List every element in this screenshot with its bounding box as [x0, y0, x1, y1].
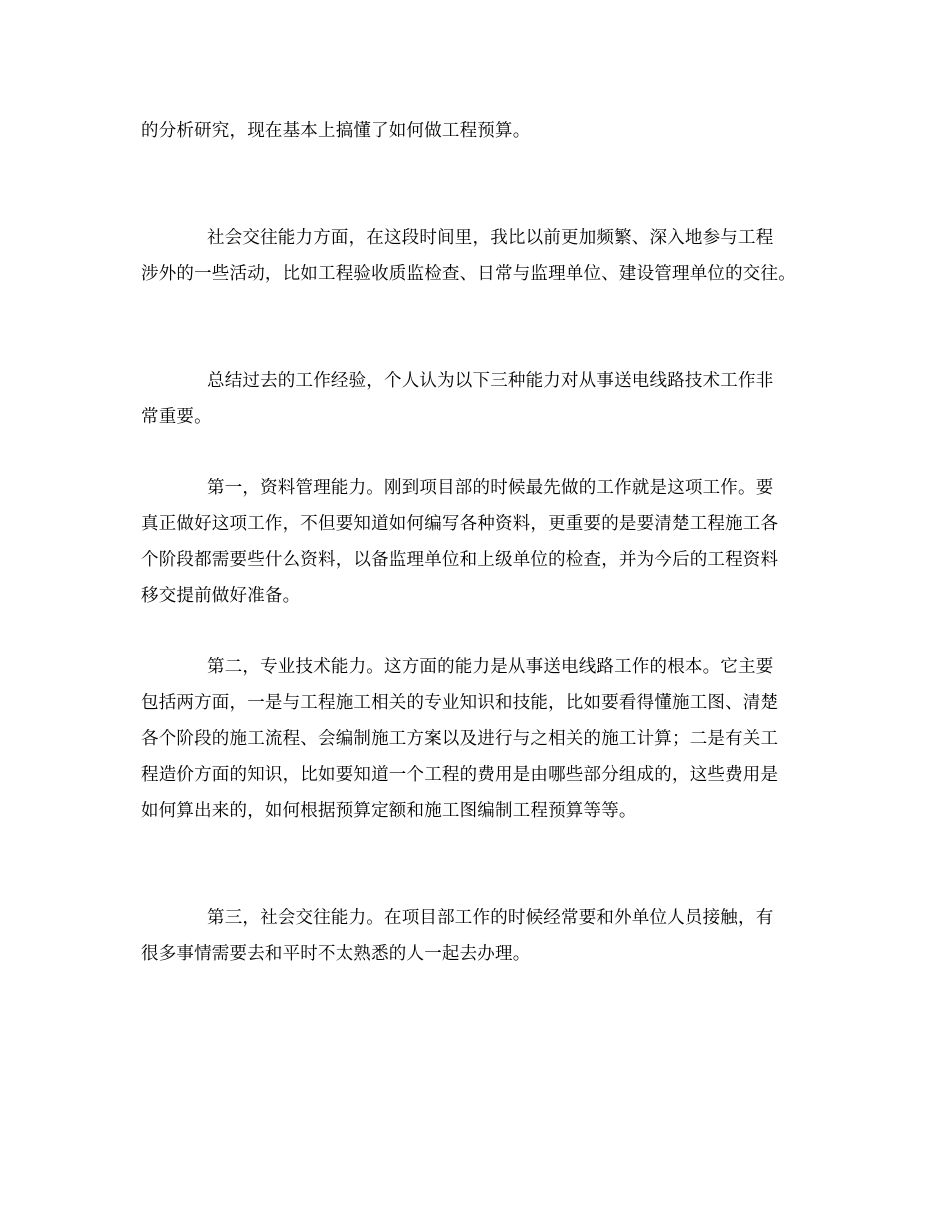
paragraph-0-line-1: 的分析研究，现在基本上搞懂了如何做工程预算。: [141, 121, 531, 141]
paragraph-4-line-5: 如何算出来的，如何根据预算定额和施工图编制工程预算等等。: [141, 801, 637, 821]
paragraph-4-line-4: 程造价方面的知识，比如要知道一个工程的费用是由哪些部分组成的，这些费用是: [141, 765, 779, 785]
paragraph-1-line-2: 涉外的一些活动，比如工程验收质监检查、日常与监理单位、建设管理单位的交往。: [141, 264, 796, 284]
paragraph-4-line-3: 各个阶段的施工流程、会编制施工方案以及进行与之相关的施工计算；二是有关工: [141, 729, 779, 749]
paragraph-3-line-1: 第一，资料管理能力。刚到项目部的时候最先做的工作就是这项工作。要: [207, 478, 774, 498]
paragraph-3-line-2: 真正做好这项工作，不但要知道如何编写各种资料，更重要的是要清楚工程施工各: [141, 514, 779, 534]
paragraph-4-line-1: 第二，专业技术能力。这方面的能力是从事送电线路工作的根本。它主要: [207, 657, 774, 677]
paragraph-3-line-3: 个阶段都需要些什么资料，以备监理单位和上级单位的检查，并为今后的工程资料: [141, 550, 779, 570]
paragraph-1-line-1: 社会交往能力方面，在这段时间里，我比以前更加频繁、深入地参与工程: [207, 228, 774, 248]
paragraph-2-line-2: 常重要。: [141, 407, 212, 427]
paragraph-2-line-1: 总结过去的工作经验，个人认为以下三种能力对从事送电线路技术工作非: [207, 371, 774, 391]
paragraph-4-line-2: 包括两方面，一是与工程施工相关的专业知识和技能，比如要看得懂施工图、清楚: [141, 693, 779, 713]
paragraph-5-line-2: 很多事情需要去和平时不太熟悉的人一起去办理。: [141, 944, 531, 964]
paragraph-3-line-4: 移交提前做好准备。: [141, 586, 301, 606]
paragraph-5-line-1: 第三，社会交往能力。在项目部工作的时候经常要和外单位人员接触，有: [207, 908, 774, 928]
